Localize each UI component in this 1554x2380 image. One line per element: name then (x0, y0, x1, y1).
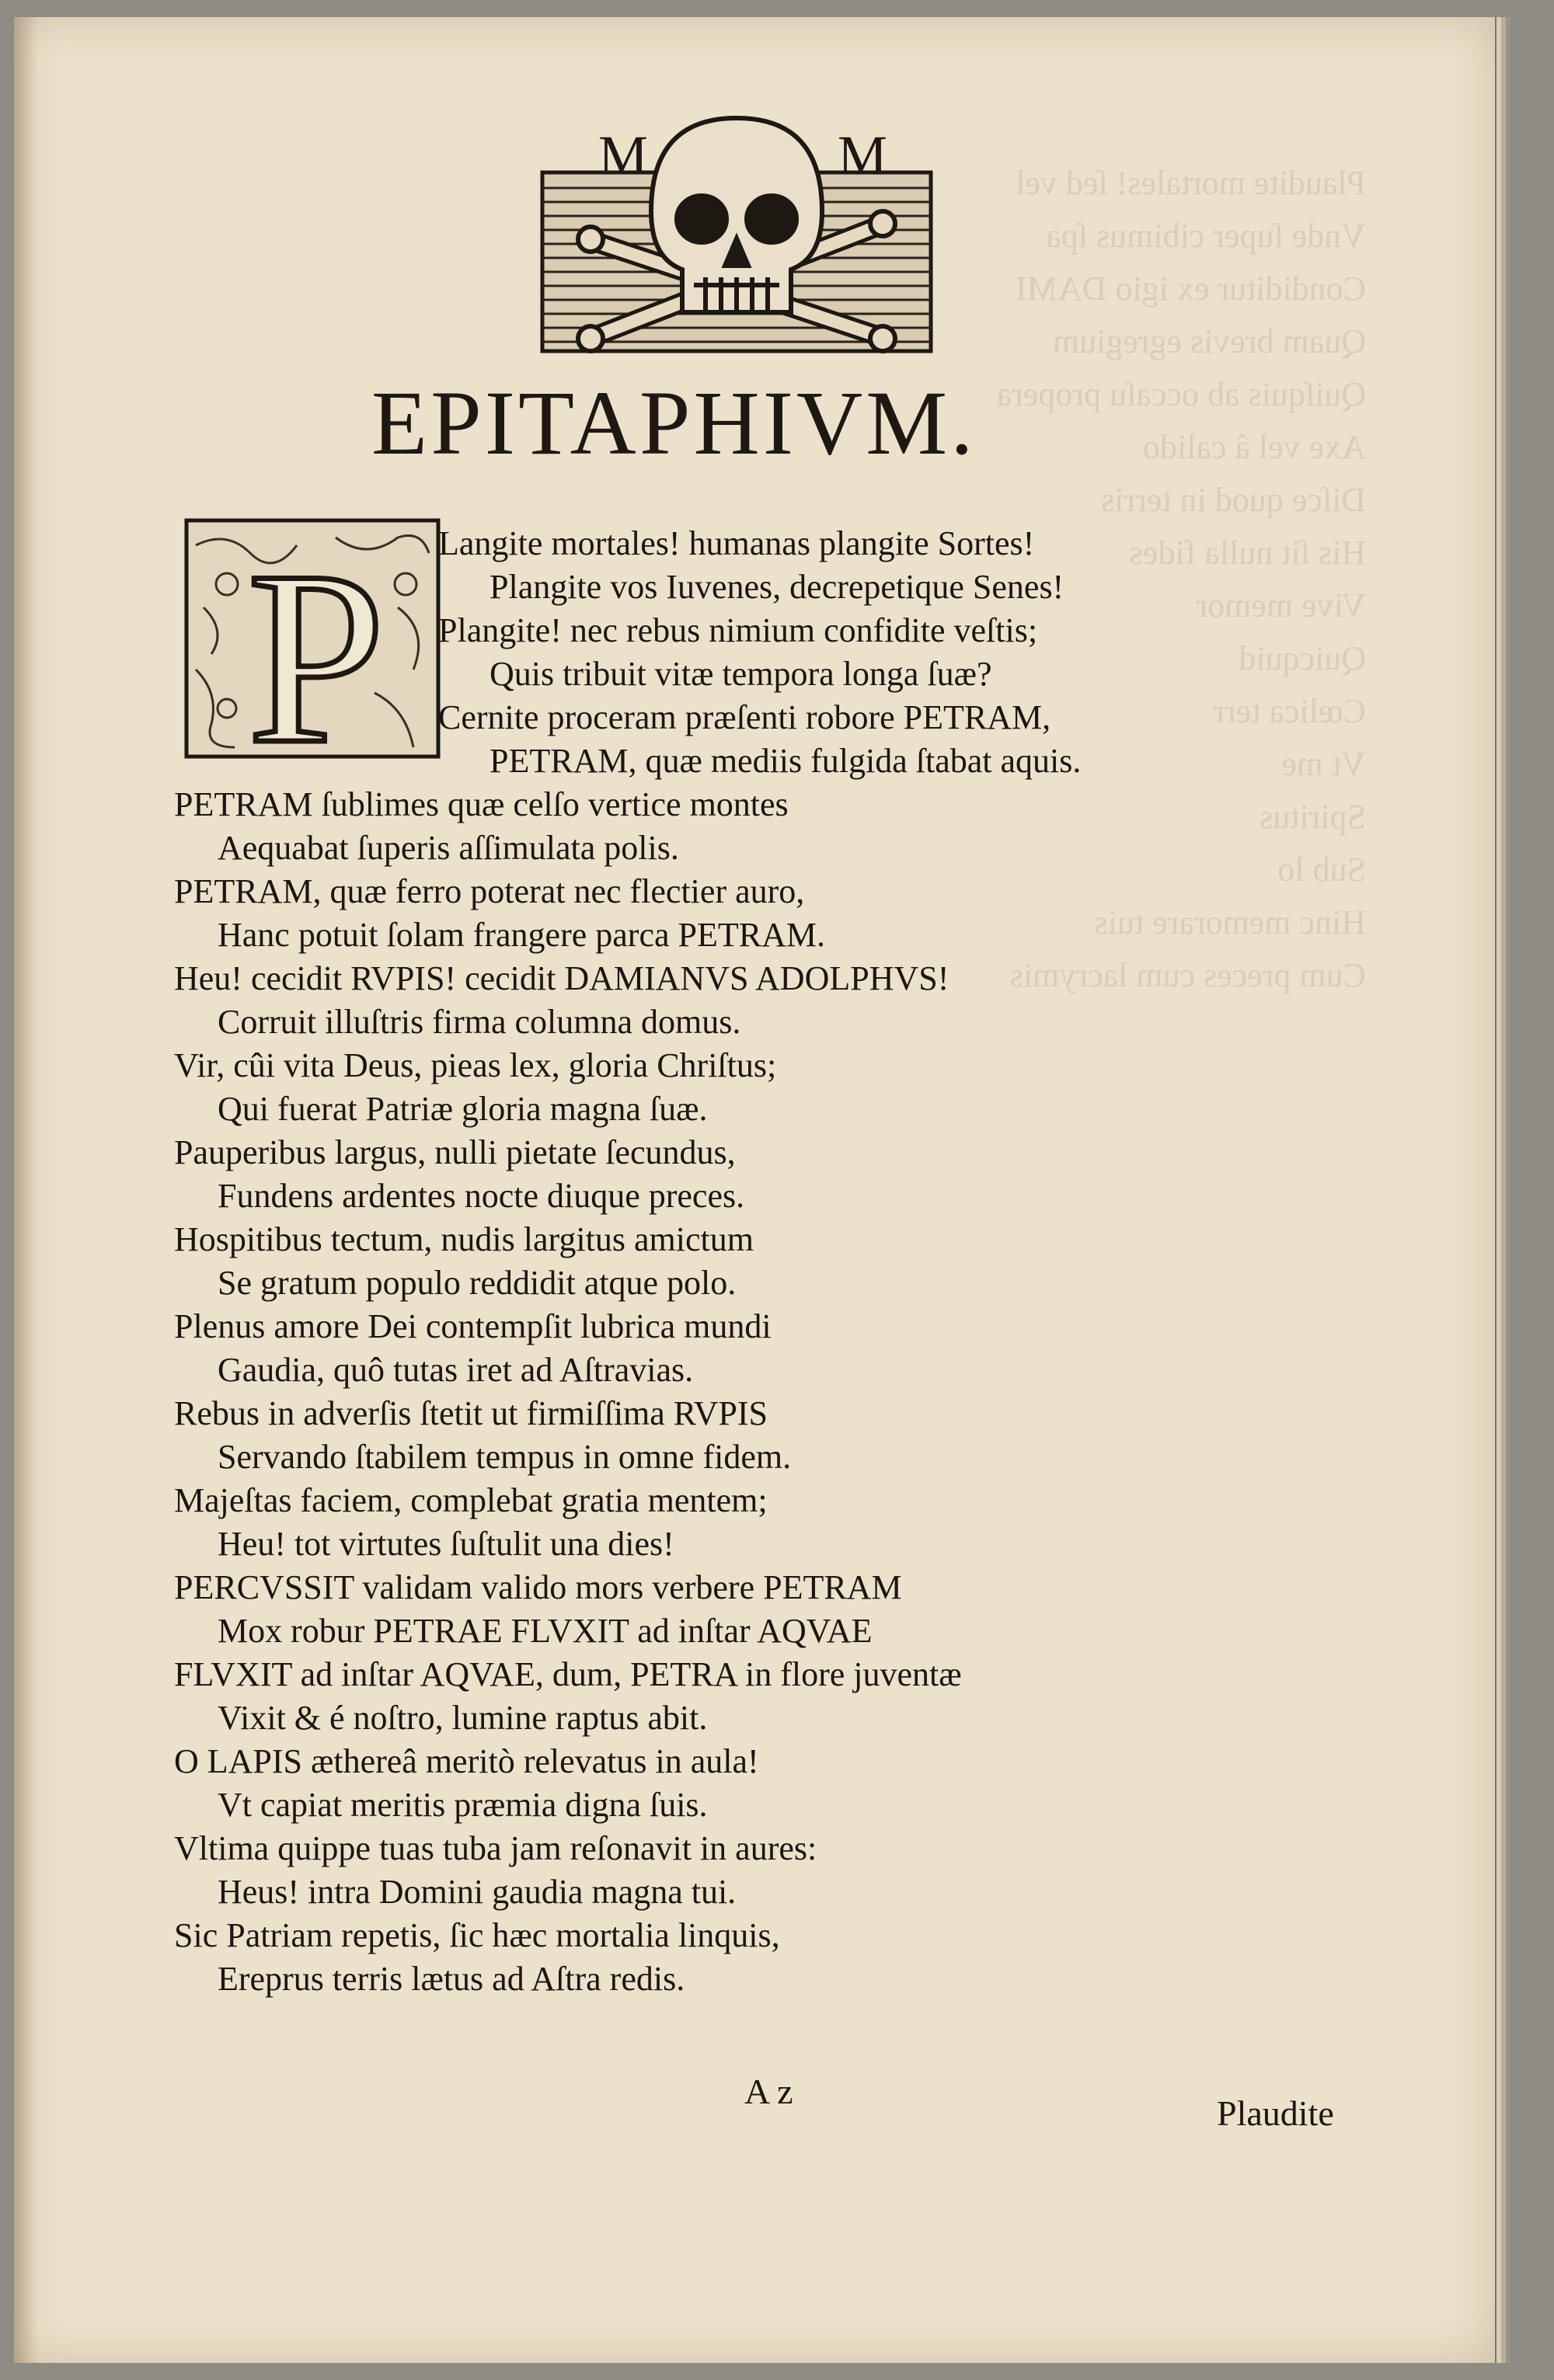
poem-line: Qui fuerat Patriæ gloria magna ſuæ. (218, 1090, 708, 1128)
poem-line: Sic Patriam repetis, ſic hæc mortalia linquis, (174, 1916, 780, 1954)
poem-line: Heu! tot virtutes ſuſtulit una dies! (218, 1525, 674, 1563)
poem-line: Cernite proceram præſenti robore PETRAM, (438, 698, 1051, 736)
poem-line: Hanc potuit ſolam frangere parca PETRAM. (218, 916, 825, 954)
poem-line: PERCVSSIT validam valido mors verbere PETRAM (174, 1568, 902, 1606)
headpiece-letter-left: M (598, 124, 649, 186)
headpiece-letter-right: M (838, 124, 888, 186)
poem-line: Heu! cecidit RVPIS! cecidit DAMIANVS ADOLPHVS! (174, 959, 949, 997)
epitaph-poem (14, 17, 1495, 2363)
poem-line: Se gratum populo reddidit atque polo. (218, 1264, 737, 1302)
poem-line: Vt capiat meritis præmia digna ſuis. (218, 1786, 708, 1824)
poem-line: Hospitibus tectum, nudis largitus amictum (174, 1220, 754, 1258)
poem-line: FLVXIT ad inſtar AQVAE, dum, PETRA in flore juventæ (174, 1655, 962, 1693)
poem-line: Plangite vos Iuvenes, decrepetique Senes! (490, 568, 1064, 606)
catchword: Plaudite (1217, 2093, 1334, 2133)
poem-line: Plenus amore Dei contempſit lubrica mundi (174, 1307, 772, 1345)
initial-letter: P (247, 520, 385, 763)
poem-line: Corruit illuſtris firma columna domus. (218, 1003, 741, 1041)
poem-line: Mox robur PETRAE FLVXIT ad inſtar AQVAE (218, 1612, 873, 1650)
signature-mark: A z (744, 2072, 793, 2111)
poem-line: Fundens ardentes nocte diuque preces. (218, 1177, 745, 1215)
poem-line: PETRAM, quæ mediis fulgida ſtabat aquis. (490, 742, 1082, 780)
page-title: EPITAPHIVM. (371, 372, 977, 474)
poem-line: PETRAM ſublimes quæ celſo vertice montes (174, 785, 789, 823)
poem-line: Vixit & é noſtro, lumine raptus abit. (218, 1699, 708, 1737)
poem-line: Plangite! nec rebus nimium confidite veſtis; (438, 611, 1038, 649)
poem-line: Heus! intra Domini gaudia magna tui. (218, 1873, 737, 1911)
poem-line: Majeſtas faciem, complebat gratia mentem; (174, 1481, 768, 1519)
poem-line: Servando ſtabilem tempus in omne fidem. (218, 1438, 792, 1476)
poem-line: Aequabat ſuperis aſſimulata polis. (218, 829, 679, 867)
poem-line: Vltima quippe tuas tuba jam reſonavit in aures: (174, 1829, 817, 1867)
poem-line: Gaudia, quô tutas iret ad Aſtravias. (218, 1351, 694, 1389)
poem-line: Rebus in adverſis ſtetit ut firmiſſima RVPIS (174, 1394, 768, 1432)
poem-line: Vir, cûi vita Deus, pieas lex, gloria Chriſtus; (174, 1046, 777, 1084)
poem-line: PETRAM, quæ ferro poterat nec flectier auro, (174, 872, 805, 910)
poem-line: O LAPIS æthereâ meritò relevatus in aula! (174, 1742, 759, 1780)
poem-line: Pauperibus largus, nulli pietate ſecundus, (174, 1133, 736, 1171)
poem-line: Ereprus terris lætus ad Aſtra redis. (218, 1960, 685, 1998)
poem-line: Langite mortales! humanas plangite Sortes! (438, 524, 1035, 562)
book-page (14, 17, 1497, 2363)
poem-line: Quis tribuit vitæ tempora longa ſuæ? (490, 655, 992, 693)
bleed-through-text: Plaudite mortales! ſed vel Vnde ſuper cibimus ſpa Condiditur ex igio DAMI Quam brevis egregium Quiſquis ab occaſu propera Axe vel â calido Diſce quod in terris His ſit nulla fides Vive memor Quicquid Cœlica terr Vt me Spiritus Sub lo Hinc memorare tuis Cum preces cum lacrymis (996, 164, 1366, 994)
